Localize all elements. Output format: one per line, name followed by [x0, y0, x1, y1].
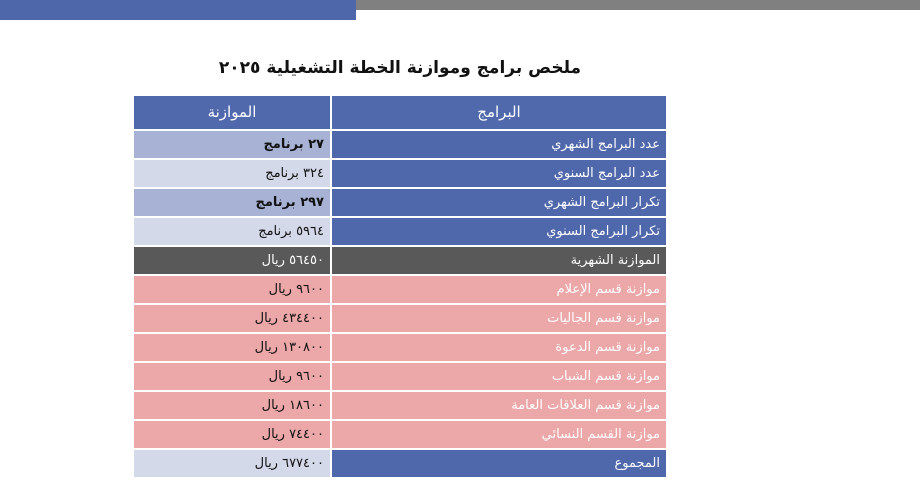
budget-cell: ١٨٦٠٠ ريال — [134, 392, 330, 419]
program-cell: موازنة القسم النسائي — [332, 421, 666, 448]
budget-cell: ٥٦٤٥٠ ريال — [134, 247, 330, 274]
program-cell: موازنة قسم العلاقات العامة — [332, 392, 666, 419]
program-cell: موازنة قسم الدعوة — [332, 334, 666, 361]
table-row — [134, 247, 666, 274]
summary-table — [134, 96, 666, 479]
budget-cell: ١٣٠٨٠٠ ريال — [134, 334, 330, 361]
page-title: ملخص برامج وموازنة الخطة التشغيلية ٢٠٢٥ — [218, 58, 582, 78]
table-row — [134, 189, 666, 216]
budget-cell: ٤٣٤٤٠٠ ريال — [134, 305, 330, 332]
program-cell: موازنة قسم الإعلام — [332, 276, 666, 303]
budget-cell: ٧٤٤٠٠ ريال — [134, 421, 330, 448]
top-grey-bar — [356, 0, 920, 10]
total-label-cell: المجموع — [332, 450, 666, 477]
table-row — [134, 276, 666, 303]
header-budget: الموازنة — [134, 96, 330, 129]
table-row — [134, 160, 666, 187]
table-header-row — [134, 96, 666, 129]
budget-cell: ٣٢٤ برنامج — [134, 160, 330, 187]
budget-cell: ٢٧ برنامج — [134, 131, 330, 158]
table-row — [134, 334, 666, 361]
table-row — [134, 218, 666, 245]
program-cell: تكرار البرامج السنوي — [332, 218, 666, 245]
top-blue-bar — [0, 0, 356, 20]
table-row — [134, 392, 666, 419]
table-total-row — [134, 450, 666, 477]
program-cell: عدد البرامج السنوي — [332, 160, 666, 187]
program-cell: الموازنة الشهرية — [332, 247, 666, 274]
budget-cell: ٩٦٠٠ ريال — [134, 363, 330, 390]
budget-cell: ٩٦٠٠ ريال — [134, 276, 330, 303]
table-row — [134, 305, 666, 332]
header-programs: البرامج — [332, 96, 666, 129]
budget-cell: ٥٩٦٤ برنامج — [134, 218, 330, 245]
program-cell: عدد البرامج الشهري — [332, 131, 666, 158]
table-row — [134, 421, 666, 448]
budget-cell: ٢٩٧ برنامج — [134, 189, 330, 216]
program-cell: موازنة قسم الجاليات — [332, 305, 666, 332]
table-row — [134, 131, 666, 158]
table-row — [134, 363, 666, 390]
total-budget-cell: ٦٧٧٤٠٠ ريال — [134, 450, 330, 477]
program-cell: موازنة قسم الشباب — [332, 363, 666, 390]
program-cell: تكرار البرامج الشهري — [332, 189, 666, 216]
